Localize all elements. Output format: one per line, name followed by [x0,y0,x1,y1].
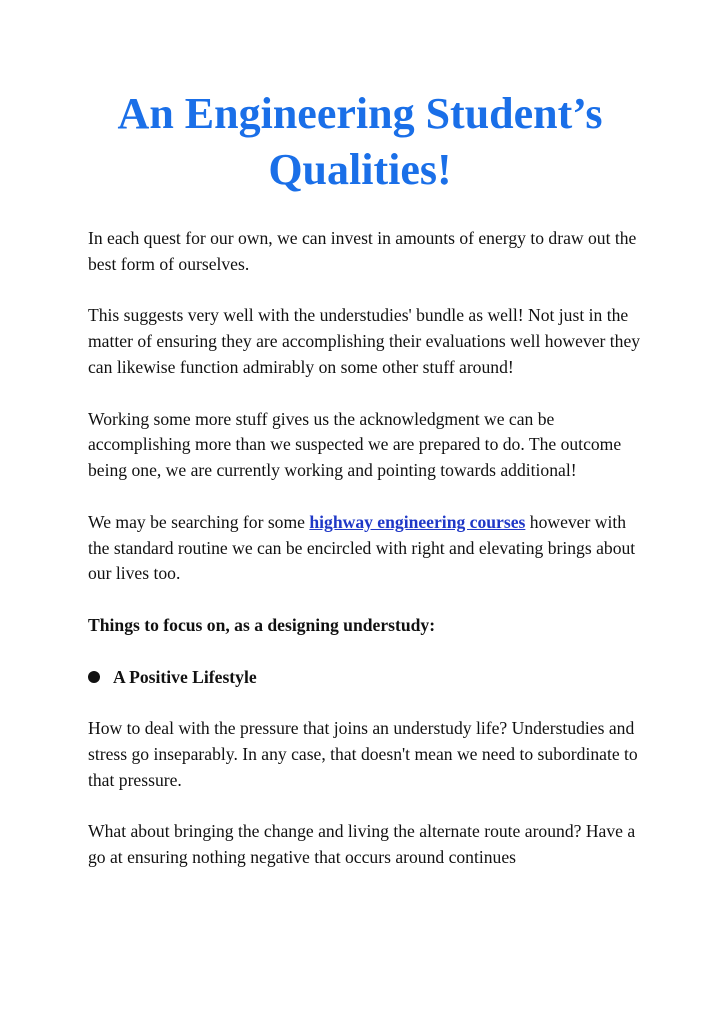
paragraph-courses-after: however with the standard routine we can be encircled with right and elevating brings about our lives too. [88,511,636,584]
document-body [88,226,648,897]
paragraph-courses-before: We may be searching for some [88,511,310,532]
paragraph-working: Working some more stuff gives us the acknowledgment we can be accomplishing more than we suspected we are prepared to do. The outcome being one, we are currently working and pointing towards additional! [88,408,622,481]
title-line-1: An Engineering Student’s [117,89,603,138]
paragraph-courses [88,510,648,587]
section-heading: Things to focus on, as a designing understudy: [88,614,436,635]
paragraph-change: What about bringing the change and living the alternate route around? Have a go at ensuring nothing negative that occurs around continues [88,821,636,868]
highway-engineering-courses-link[interactable]: highway engineering courses [309,511,526,532]
bullet-item [88,665,648,691]
paragraph-understudies: This suggests very well with the understudies' bundle as well! Not just in the matter of ensuring they are accomplishing their evaluations well however they can likewise function admirably on some other stuff around! [88,305,641,377]
bullet-label: A Positive Lifestyle [113,666,257,687]
bullet-icon [88,671,100,683]
page-title [0,86,720,198]
paragraph-pressure: How to deal with the pressure that joins an understudy life? Understudies and stress go inseparably. In any case, that doesn't mean we need to subordinate to that pressure. [88,718,638,790]
paragraph-intro: In each quest for our own, we can invest in amounts of energy to draw out the best form of ourselves. [88,228,637,274]
title-line-2: Qualities! [268,145,452,194]
